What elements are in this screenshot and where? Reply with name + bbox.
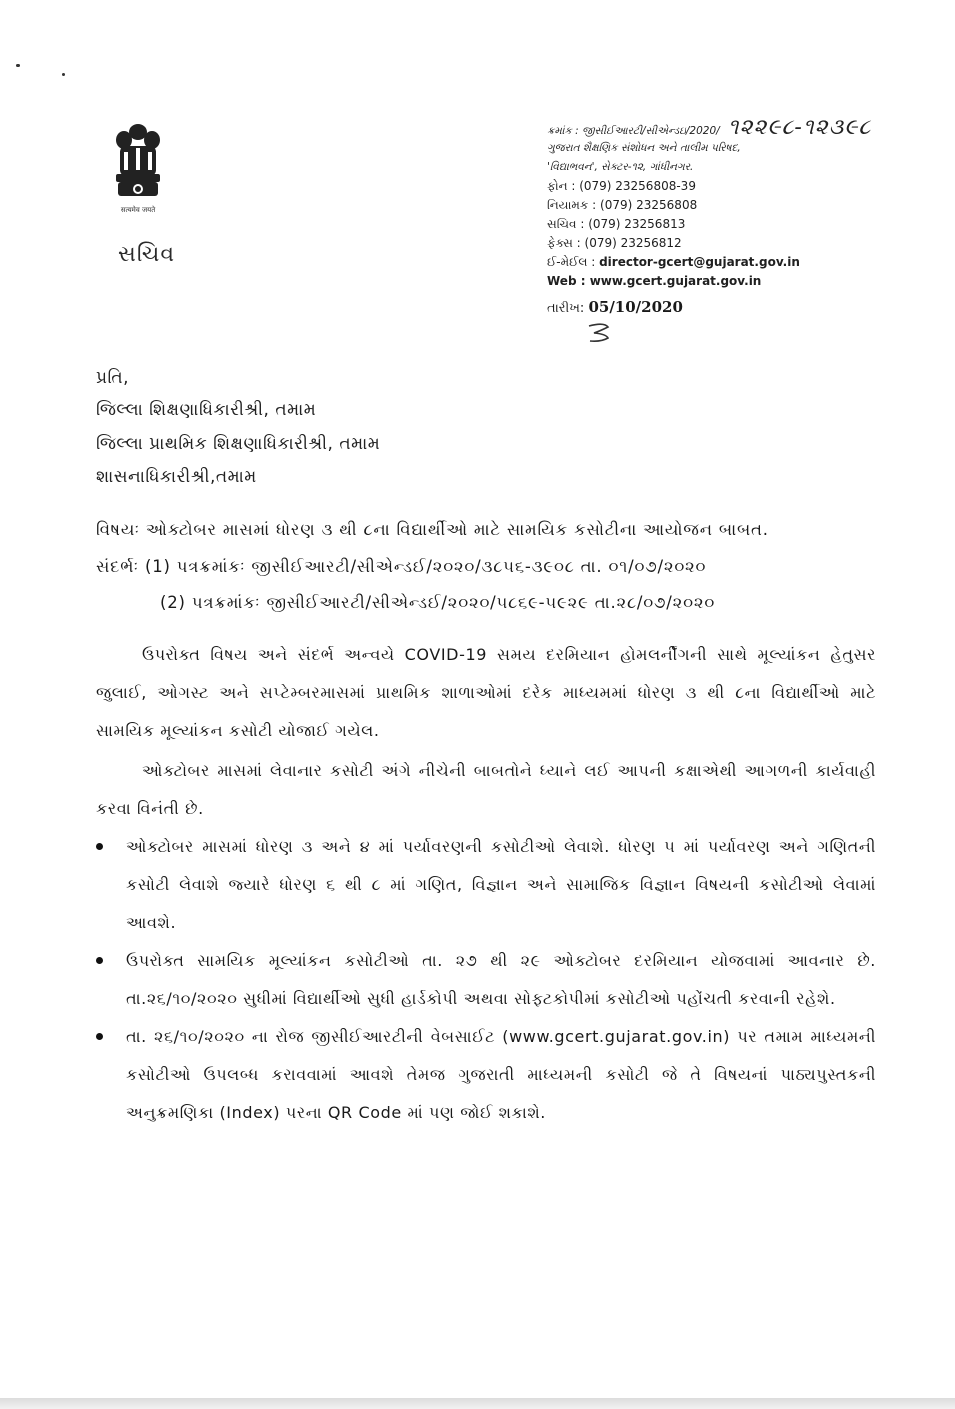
list-item [96,942,876,1018]
addressee-line: જિલ્લા પ્રાથમિક શિક્ષણાધિકારીશ્રી, તમામ [96,434,381,454]
web-label: Web : [547,274,590,288]
bullet-text: તા. ૨૬/૧૦/૨૦૨૦ ના રોજ જીસીઈઆરટીની વેબસાઈટ (www.gcert.gujarat.gov.in) પર તમામ માધ્યમની કસોટીઓ ઉપલબ્ધ કરાવવામાં આવશે તેમજ ગુજરાતી માધ્યમની કસોટી જે તે વિષયનાં પાઠ્યપુસ્તકની અનુક્રમણિકા (Index) પરના QR Code માં પણ જોઈ શકાશે. [126,1027,876,1122]
phone-row [547,177,947,196]
body-paragraph-1: ઉપરોક્ત વિષય અને સંદર્ભ અન્વયે COVID-19 સમય દરમિયાન હોમલર્નીંગની સાથે મૂલ્યાંકન હેતુસર જુલાઈ, ઓગસ્ટ અને સપ્ટેમ્બરમાસમાં પ્રાથમિક શાળાઓમાં દરેક માધ્યમમાં ધોરણ ૩ થી ૮ના વિદ્યાર્થીઓ માટે સામયિક મૂલ્યાંકન કસોટી યોજાઈ ગયેલ. [96,645,876,740]
initial-signature-mark [586,322,616,344]
org-name: ગુજરાત શૈક્ષણિક સંશોધન અને તાલીમ પરિષદ, [547,142,741,154]
list-item [96,1018,876,1132]
bullet-list [96,828,876,1132]
addressee-line: જિલ્લા શિક્ષણાધિકારીશ્રી, તમામ [96,400,317,420]
director-phone-row [547,196,947,215]
email-label: ઈ-મેઈલ : [547,255,600,269]
subject-line: વિષયઃ ઓક્ટોબર માસમાં ધોરણ ૩ થી ૮ના વિદ્યાર્થીઓ માટે સામયિક કસોટીના આયોજન બાબત. [96,520,769,539]
salutation: પ્રતિ, [96,368,130,388]
date-label: તારીખ: [547,301,589,316]
web-row [547,272,947,291]
fax-row [547,234,947,253]
org-address: 'વિદ્યાભવન', સેક્ટર-૧૨, ગાંધીનગર. [547,161,694,173]
date-row [547,298,683,316]
addressee-line: શાસનાધિકારીશ્રી,તમામ [96,467,257,487]
reference-1: સંદર્ભઃ (1) પત્રક્રમાંકઃ જીસીઈઆરટી/સીએન્ડઈ/૨૦૨૦/૩૮૫૬-૩૯૦૮ તા. ૦૧/૦૭/૨૦૨૦ [96,557,707,576]
email-row [547,253,947,272]
bullet-icon [96,957,103,964]
reference-label: ક્રમાંક : જીસીઈઆરટી/સીએન્ડઇ/2020/ [547,125,720,137]
secretary-phone-value: (079) 23256813 [588,217,686,231]
fax-value: (079) 23256812 [584,236,682,250]
date-value: 05/10/2020 [588,298,683,316]
references [96,557,716,612]
scan-speck [16,64,20,67]
designation: સચિવ [118,242,176,267]
phone-value: (079) 23256808-39 [579,179,696,193]
secretary-phone-row [547,215,947,234]
handwritten-reference-number: ૧૨૨૯૮-૧૨૩૯૮ [727,115,872,140]
office-details [547,115,947,291]
list-item [96,828,876,942]
scan-speck [62,73,65,76]
page-bottom-edge [0,1398,955,1409]
director-phone-value: (079) 23256808 [600,198,698,212]
bullet-icon [96,843,103,850]
body-paragraph-2: ઓક્ટોબર માસમાં લેવાનાર કસોટી અંગે નીચેની બાબતોને ધ્યાને લઈ આપની કક્ષાએથી આગળની કાર્યવાહી કરવા વિનંતી છે. [96,761,876,818]
fax-label: ફેક્સ : [547,236,585,250]
bullet-text: ઉપરોક્ત સામયિક મૂલ્યાંકન કસોટીઓ તા. ૨૭ થી ૨૯ ઓક્ટોબર દરમિયાન યોજવામાં આવનાર છે. તા.૨૬/૧૦/૨૦૨૦ સુધીમાં વિદ્યાર્થીઓ સુધી હાર્ડકોપી અથવા સોફ્ટકોપીમાં કસોટીઓ પહોંચતી કરવાની રહેશે. [126,951,876,1008]
web-value: www.gcert.gujarat.gov.in [589,274,762,288]
phone-label: ફોન : [547,179,580,193]
reference-number-row [547,115,947,141]
emblem-motto: सत्यमेव जयते [120,206,156,214]
email-value: director-gcert@gujarat.gov.in [599,255,800,269]
bullet-icon [96,1033,103,1040]
secretary-label: સચિવ : [547,217,589,231]
bullet-text: ઓક્ટોબર માસમાં ધોરણ ૩ અને ૪ માં પર્યાવરણની કસોટીઓ લેવાશે. ધોરણ ૫ માં પર્યાવરણ અને ગણિતની કસોટી લેવાશે જ્યારે ધોરણ ૬ થી ૮ માં ગણિત, વિજ્ઞાન અને સામાજિક વિજ્ઞાન વિષયની કસોટીઓ લેવામાં આવશે. [126,837,876,932]
reference-2: (2) પત્રક્રમાંકઃ જીસીઈઆરટી/સીએન્ડઈ/૨૦૨૦/૫૮૬૯-૫૯૨૯ તા.૨૮/૦૭/૨૦૨૦ [160,593,716,612]
director-label: નિયામક : [547,198,601,212]
